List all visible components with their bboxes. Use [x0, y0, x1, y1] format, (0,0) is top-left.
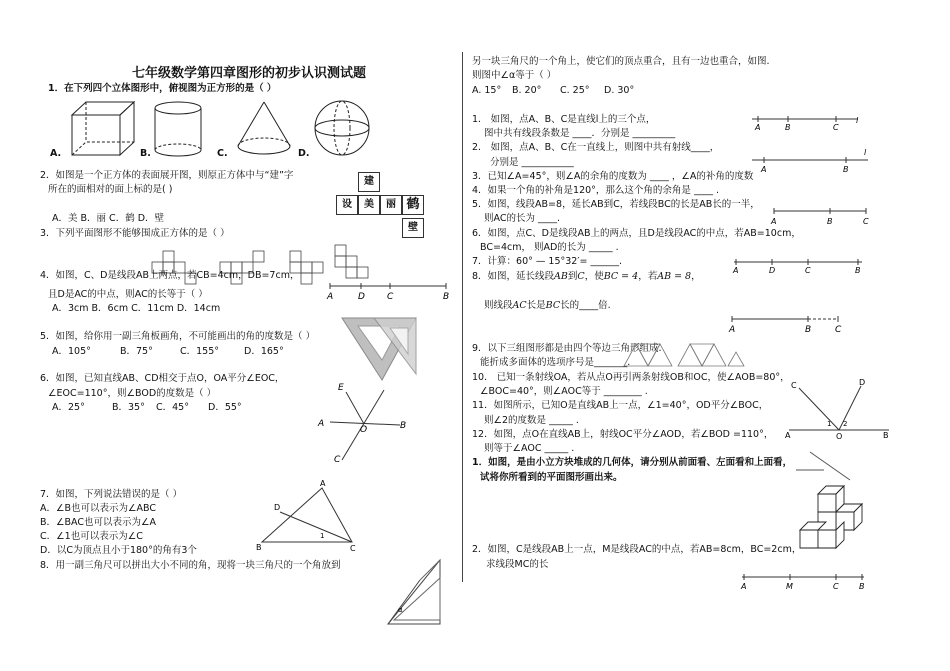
point-label: A: [785, 431, 791, 440]
question-1: 1．在下列四个立体图形中，俯视图为正方形的是（ ）: [48, 83, 277, 94]
option: D．55°: [208, 402, 242, 413]
q8-triangle-rulers-figure: [384, 556, 446, 628]
option: C. 25°: [560, 85, 590, 96]
point-label: C: [833, 582, 839, 591]
fill-7: 7．计算：60° — 15°32′= ______.: [472, 256, 623, 267]
net-cell: 美: [358, 195, 380, 215]
option: B. 20°: [512, 85, 542, 96]
solve-1-line2: 试将你所看到的平面图形画出来。: [480, 472, 623, 483]
option: C．155°: [180, 346, 220, 357]
solve-2-line1: 2．如图，C是线段AB上一点，M是线段AC的中点，若AB=8cm，BC=2cm，: [472, 544, 802, 555]
point-label: A: [327, 292, 334, 302]
option: C．∠1也可以表示为∠C: [40, 531, 143, 542]
point-label: A: [755, 123, 761, 132]
point-label: A: [733, 266, 739, 275]
q6-intersecting-lines-figure: [314, 378, 414, 464]
solve-1-line1: 1．如图，是由小立方块堆成的几何体，请分别从前面看、左面看和上面看，: [472, 457, 793, 468]
angle-label: 1: [320, 532, 325, 540]
point-label: C: [835, 325, 842, 335]
point-label: O: [836, 432, 843, 441]
q7-triangle-figure: [254, 478, 364, 554]
question-7: 7．如图，下列说法错误的是（ ）: [40, 489, 183, 500]
text: 到: [567, 271, 578, 282]
page-title: 七年级数学第四章图形的初步认识测试题: [132, 66, 367, 81]
option: B．∠BAC也可以表示为∠A: [40, 517, 157, 528]
point-label: D: [274, 503, 281, 512]
question-8-line1: 8．用一副三角尺可以拼出大小不同的角，现将一块三角尺的一个角放到: [40, 560, 341, 571]
question-2-line1: 2．如图是一个正方体的表面展开图，则原正方体中与“建”字: [40, 170, 294, 181]
point-label: B: [883, 431, 889, 440]
question-6-line2: ∠EOC=110°，则∠BOD的度数是（ ）: [48, 388, 217, 399]
fill-12-line1: 12．如图，点O在直线AB上，射线OC平分∠AOD，若∠BOD =110°，: [472, 429, 774, 440]
f1-line-figure: [750, 112, 865, 132]
point-label: D: [358, 292, 365, 302]
question-4-options: A．3cm B．6cm C．11cm D．14cm: [52, 303, 221, 314]
fill-8-line2: [484, 300, 611, 312]
q8-continued-line3: 则图中∠α等于（ ）: [472, 70, 557, 81]
fill-10-line1: 10． 已知一条射线OA，若从点O再引两条射线OB和OC，使∠AOB=80°，: [472, 372, 790, 383]
question-2-options: A．美 B．丽 C．鹤 D．壁: [52, 213, 165, 224]
option-d: D.: [298, 148, 310, 159]
option: D. 30°: [604, 85, 635, 96]
option: D．以C为顶点且小于180°的角有3个: [40, 545, 197, 556]
line-label: l: [856, 116, 859, 125]
option-a: A.: [50, 148, 62, 159]
point-label: B: [256, 543, 262, 552]
question-6-line1: 6．如图，已知直线AB、CD相交于点O，OA平分∠EOC，: [40, 373, 285, 384]
math-bc: BC: [545, 300, 561, 311]
point-label: D: [769, 266, 776, 275]
s2-line-figure: [738, 570, 868, 592]
text: 长是: [526, 300, 546, 311]
q8-continued-line2: 另一块三角尺的一个角上，使它们的顶点重合，且有一边也重合，如图.: [472, 56, 770, 67]
fill-5-line1: 5．如图，线段AB=8，延长AB到C，若线段BC的长是AB长的一半，: [472, 199, 760, 210]
angle-label: 2: [843, 420, 848, 428]
point-label: B: [827, 217, 833, 226]
option: A. 15°: [472, 85, 502, 96]
text: 8．如图，延长线段: [472, 271, 555, 282]
fill-1-line2: 图中共有线段条数是 ____．分别是 _________: [484, 128, 676, 139]
text: ，使: [584, 271, 604, 282]
net-cell: 设: [336, 195, 358, 215]
fill-5-line2: 则AC的长为 ____.: [484, 213, 561, 224]
cube-figure: [62, 100, 142, 160]
f11-angle-figure: [785, 380, 893, 440]
q4-segment-figure: [326, 276, 451, 302]
f2-line-figure: [750, 148, 875, 174]
net-cell: 建: [358, 172, 380, 192]
text: ，若: [638, 271, 658, 282]
net-cell: 丽: [380, 195, 402, 215]
fill-6-line1: 6．如图，点C、D是线段AB上的两点，且D是线段AC的中点，若AB=10cm，: [472, 228, 801, 239]
point-label: B: [400, 421, 407, 431]
text: ，: [691, 271, 701, 282]
question-4-line1: 4．如图，C、D是线段AB上两点，若CB=4cm，DB=7cm，: [40, 270, 300, 281]
fill-10-line2: ∠BOC=40°，则∠AOC等于 ________ .: [480, 386, 648, 397]
f6-line-figure: [730, 256, 870, 276]
math-bc4: BC = 4: [603, 271, 639, 282]
option: B．35°: [112, 402, 145, 413]
question-2-line2: 所在的面相对的面上标的是( ): [48, 184, 173, 195]
option-b: B.: [140, 148, 151, 159]
f9-triangle-nets-figure: [620, 336, 750, 370]
point-label: O: [360, 425, 368, 435]
point-label: D: [859, 378, 866, 387]
fill-3: 3．已知∠A=45°，则∠A的余角的度数为 ____ ，∠A的补角的度数: [472, 171, 754, 182]
column-divider: [462, 52, 463, 582]
fill-9-line1: 9．以下三组图形都是由四个等边三角形组成.: [472, 343, 662, 354]
point-label: C: [863, 217, 869, 226]
fill-2-line1: 2． 如图，点A、B、C在一直线上，则图中共有射线____，: [472, 142, 720, 153]
text: 长的____倍.: [560, 300, 611, 311]
cone-figure: [234, 100, 294, 160]
point-label: C: [334, 455, 341, 465]
fill-6-line2: BC=4cm， 则AD的长为 _____ .: [480, 242, 619, 253]
option: D．165°: [244, 346, 284, 357]
fill-1-line1: 1． 如图，点A、B、C是直线l上的三个点，: [472, 114, 656, 125]
point-label: B: [855, 266, 861, 275]
point-label: B: [443, 292, 450, 302]
point-label: A: [318, 419, 325, 429]
point-label: B: [843, 165, 849, 174]
net-cell: 壁: [402, 218, 424, 238]
stacked-cubes-figure: [790, 440, 890, 570]
angle-label: 1: [827, 420, 832, 428]
option-c: C.: [217, 148, 228, 159]
f5-line-figure: [770, 202, 870, 226]
solve-2-line2: 求线段MC的长: [486, 559, 549, 570]
option: A．105°: [52, 346, 91, 357]
option: A．∠B也可以表示为∠ABC: [40, 503, 157, 514]
question-5: 5．如图，给你用一副三角板画角，不可能画出的角的度数是（ ）: [40, 331, 316, 342]
point-label: B: [785, 123, 791, 132]
set-square-figure: [338, 314, 420, 384]
point-label: A: [761, 165, 767, 174]
point-label: A: [741, 582, 747, 591]
point-label: A: [729, 325, 736, 335]
point-label: C: [791, 381, 797, 390]
sphere-figure: [312, 100, 372, 160]
point-label: E: [338, 383, 344, 393]
point-label: B: [805, 325, 812, 335]
point-label: C: [350, 544, 356, 553]
point-label: M: [786, 582, 793, 591]
cylinder-figure: [150, 100, 210, 160]
fill-9-line2: 能折成多面体的选项序号是_______.: [480, 357, 631, 368]
option: C．45°: [156, 402, 189, 413]
fill-8-line1: [472, 271, 701, 283]
alpha-label: α: [398, 606, 403, 614]
text: 则线段: [484, 300, 513, 311]
question-3: 3．下列平面图形不能够围成正方体的是（ ）: [40, 228, 230, 239]
question-4-line2: 且D是AC的中点，则AC的长等于（ ）: [48, 289, 208, 300]
fill-11-line1: 11．如图所示，已知O是直线AB上一点，∠1=40°，OD平分∠BOC，: [472, 400, 769, 411]
point-label: C: [387, 292, 394, 302]
f8-line-figure: [728, 312, 848, 334]
fill-4: 4．如果一个角的补角是120°，那么这个角的余角是 ____ .: [472, 185, 719, 196]
option: B．75°: [120, 346, 153, 357]
fill-11-line2: 则∠2的度数是 _____ .: [484, 415, 579, 426]
math-c: C: [577, 271, 585, 282]
point-label: C: [833, 123, 839, 132]
math-ab: AB: [554, 271, 568, 282]
math-ab8: AB = 8: [657, 271, 692, 282]
fill-12-line2: 则等于∠AOC _____ .: [484, 443, 575, 454]
net-cell: 鹤: [402, 195, 424, 215]
fill-2-line2: 分别是 ___________: [490, 157, 574, 168]
point-label: A: [320, 479, 326, 488]
math-ac: AC: [512, 300, 527, 311]
option: A．25°: [52, 402, 85, 413]
point-label: C: [805, 266, 811, 275]
point-label: A: [771, 217, 777, 226]
point-label: B: [859, 582, 865, 591]
line-label: l: [864, 148, 867, 157]
